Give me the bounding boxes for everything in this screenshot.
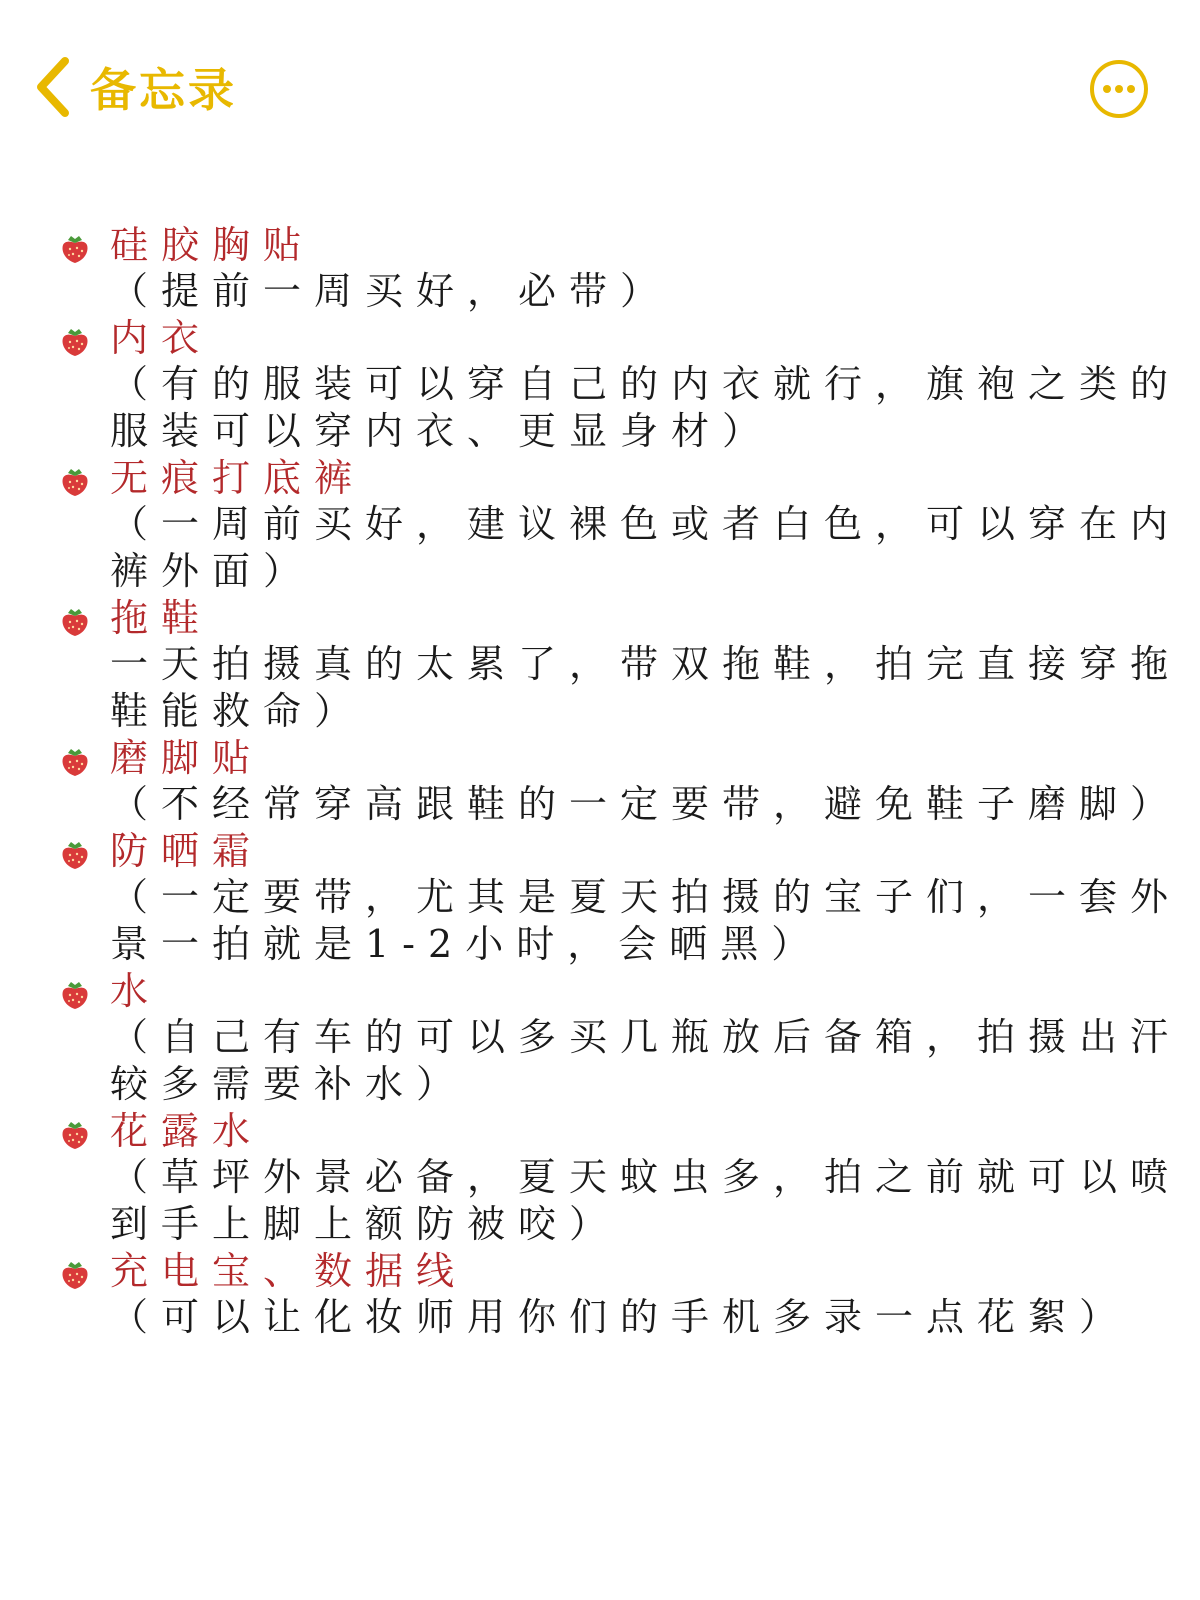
strawberry-icon [58, 605, 92, 639]
item-description: （有的服装可以穿自己的内衣就行，旗袍之类的服装可以穿内衣、更显身材） [110, 362, 1182, 453]
item-description: （可以让化妆师用你们的手机多录一点花絮） [110, 1295, 1131, 1339]
item-description: （自己有车的可以多买几瓶放后备箱，拍摄出汗较多需要补水） [110, 1015, 1182, 1106]
back-label: 备忘录 [90, 63, 237, 117]
item-description: （不经常穿高跟鞋的一定要带，避免鞋子磨脚） [110, 782, 1182, 826]
item-description: （一定要带，尤其是夏天拍摄的宝子们，一套外景一拍就是1-2小时，会晒黑） [110, 875, 1182, 966]
strawberry-icon [58, 978, 92, 1012]
note-body[interactable] [56, 222, 1186, 1341]
item-description: （一周前买好，建议裸色或者白色，可以穿在内裤外面） [110, 502, 1182, 593]
item-title: 水 [110, 969, 162, 1013]
strawberry-icon [58, 1258, 92, 1292]
item-title: 花露水 [110, 1109, 264, 1153]
note-list-item [56, 828, 1186, 968]
item-description: 一天拍摄真的太累了，带双拖鞋，拍完直接穿拖鞋能救命） [110, 642, 1182, 733]
item-title: 防晒霜 [110, 829, 264, 873]
note-list-item [56, 222, 1186, 315]
more-button[interactable] [1088, 58, 1150, 120]
note-list-item [56, 1108, 1186, 1248]
chevron-left-icon [32, 55, 72, 119]
item-title: 充电宝、数据线 [110, 1249, 468, 1293]
more-horizontal-icon [1088, 58, 1150, 120]
note-list-item [56, 968, 1186, 1108]
item-title: 拖鞋 [110, 596, 213, 640]
item-title: 磨脚贴 [110, 736, 264, 780]
note-list-item [56, 595, 1186, 735]
strawberry-icon [58, 325, 92, 359]
note-list-item [56, 1248, 1186, 1341]
strawberry-icon [58, 232, 92, 266]
note-list-item [56, 735, 1186, 828]
navigation-bar [0, 0, 1200, 180]
item-title: 内衣 [110, 316, 213, 360]
strawberry-icon [58, 745, 92, 779]
note-list-item [56, 455, 1186, 595]
strawberry-icon [58, 465, 92, 499]
note-list-item [56, 315, 1186, 455]
item-title: 无痕打底裤 [110, 456, 366, 500]
item-title: 硅胶胸贴 [110, 223, 315, 267]
strawberry-icon [58, 838, 92, 872]
strawberry-icon [58, 1118, 92, 1152]
back-button[interactable] [32, 52, 237, 122]
item-description: （草坪外景必备，夏天蚊虫多，拍之前就可以喷到手上脚上额防被咬） [110, 1155, 1182, 1246]
item-description: （提前一周买好，必带） [110, 269, 672, 313]
